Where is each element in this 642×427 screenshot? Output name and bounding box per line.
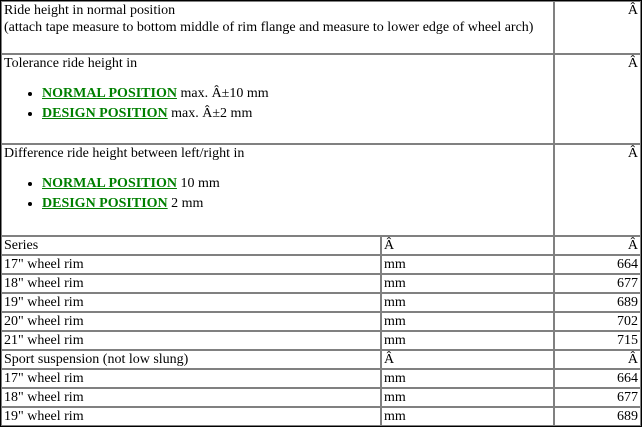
row-value: Â <box>554 350 641 369</box>
row-value: 664 <box>554 255 641 274</box>
row-unit: mm <box>381 274 554 293</box>
tolerance-list <box>4 85 551 122</box>
row-difference-ride-height <box>1 144 641 236</box>
row-tolerance-ride-height <box>1 54 641 144</box>
table-row-sport-header <box>1 350 641 369</box>
difference-list <box>4 175 551 212</box>
row-value: 677 <box>554 274 641 293</box>
row-unit: mm <box>381 255 554 274</box>
row-label: 19" wheel rim <box>1 293 381 312</box>
row-value: 677 <box>554 388 641 407</box>
row-label: 18" wheel rim <box>1 274 381 293</box>
list-item-suffix: max. Â±10 mm <box>176 86 269 101</box>
tolerance-cell <box>1 54 554 144</box>
difference-intro: Difference ride height between left/right in <box>4 146 245 161</box>
row-ride-height-note <box>1 1 641 54</box>
table-row <box>1 255 641 274</box>
list-item-suffix: max. Â±2 mm <box>167 106 253 121</box>
table-row <box>1 312 641 331</box>
row-value: 689 <box>554 407 641 426</box>
row-value: 689 <box>554 293 641 312</box>
row-unit: mm <box>381 388 554 407</box>
row-unit: mm <box>381 369 554 388</box>
table-row <box>1 369 641 388</box>
tolerance-value-cell: Â <box>554 54 641 144</box>
row-label: 17" wheel rim <box>1 255 381 274</box>
row-label: 21" wheel rim <box>1 331 381 350</box>
row-unit: mm <box>381 331 554 350</box>
table-row <box>1 388 641 407</box>
row-label: 17" wheel rim <box>1 369 381 388</box>
row-label: 18" wheel rim <box>1 388 381 407</box>
row-value: 702 <box>554 312 641 331</box>
table-row-series-header <box>1 236 641 255</box>
row-label: Series <box>1 236 381 255</box>
row-unit: mm <box>381 312 554 331</box>
table-row <box>1 274 641 293</box>
row-value: 664 <box>554 369 641 388</box>
difference-cell <box>1 144 554 236</box>
design-position-link[interactable]: DESIGN POSITION <box>42 106 168 121</box>
row-value: Â <box>554 236 641 255</box>
ride-height-note-line2: (attach tape measure to bottom middle of rim flange and measure to lower edge of wheel arch) <box>4 20 534 35</box>
list-item-suffix: 10 mm <box>176 176 220 191</box>
row-value: 715 <box>554 331 641 350</box>
row-unit: Â <box>381 236 554 255</box>
table-row <box>1 331 641 350</box>
tolerance-intro: Tolerance ride height in <box>4 56 138 71</box>
table-row <box>1 293 641 312</box>
row-label: Sport suspension (not low slung) <box>1 350 381 369</box>
row-unit: mm <box>381 407 554 426</box>
ride-height-note-value-cell: Â <box>554 1 641 54</box>
row-label: 19" wheel rim <box>1 407 381 426</box>
list-item-suffix: 2 mm <box>167 196 204 211</box>
list-item <box>42 85 551 102</box>
table-row <box>1 407 641 426</box>
row-label: 20" wheel rim <box>1 312 381 331</box>
list-item <box>42 175 551 192</box>
row-unit: mm <box>381 293 554 312</box>
design-position-link[interactable]: DESIGN POSITION <box>42 196 168 211</box>
row-unit: Â <box>381 350 554 369</box>
ride-height-note-line1: Ride height in normal position <box>4 3 176 18</box>
normal-position-link[interactable]: NORMAL POSITION <box>42 176 177 191</box>
list-item <box>42 195 551 212</box>
list-item <box>42 105 551 122</box>
difference-value-cell: Â <box>554 144 641 236</box>
normal-position-link[interactable]: NORMAL POSITION <box>42 86 177 101</box>
ride-height-note-cell <box>1 1 554 54</box>
